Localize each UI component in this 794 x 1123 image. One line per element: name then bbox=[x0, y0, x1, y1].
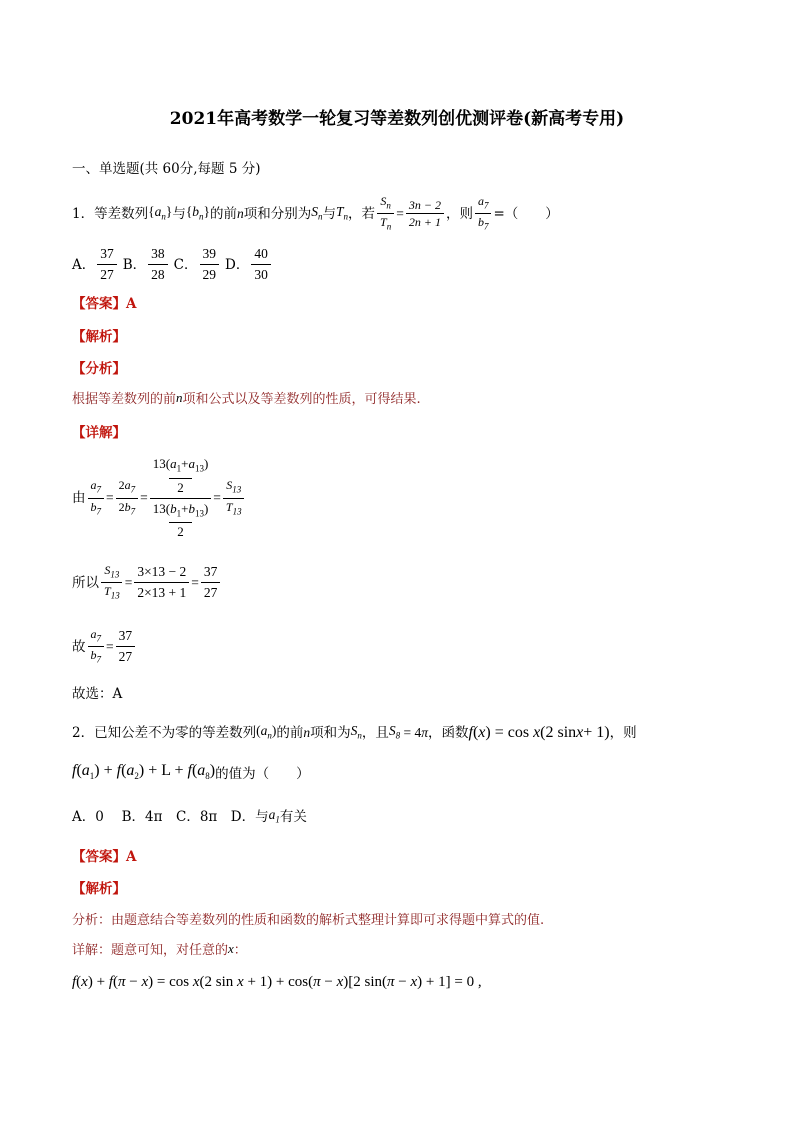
q1-end: =（ ） bbox=[493, 205, 559, 222]
q1-jiexi: 【解析】 bbox=[72, 329, 126, 345]
q1-step1: 由 $\frac{a_7}{b_7}$ = $\frac{2a_7}{2b_7}$ = $13(a_1+a_{13})$ 2 $13(b_1+b_{13})$ 2 = $\frac{S_{13}}{T_{13}}$ bbox=[72, 455, 247, 541]
q1-option-b-letter: B． bbox=[122, 256, 147, 273]
q1-option-a-letter: A． bbox=[72, 256, 96, 273]
question-2-stem-line1: 2．已知公差不为零的等差数列 $(a_n)$ 的前 n 项和为 $S_n$ ，且 $S_8$ = 4 π ，函数 f ( x ) = cos x (2 sin x + 1) ，则 bbox=[72, 723, 637, 742]
q1-frac-st: $\frac{S_n}{T_n}$ bbox=[377, 194, 394, 234]
question-2-stem-line2: $f(a_1) + f(a_2) + L + f(a_8)$ 的值为（ ） bbox=[72, 762, 310, 782]
q1-option-a: $\frac{37}{27}$ bbox=[97, 245, 117, 284]
section-heading: 一、单选题(共 60分,每题 5 分) bbox=[72, 161, 261, 177]
q1-seq-a: $\{a_n\}$ bbox=[148, 203, 173, 222]
q1-xiangjie: 【详解】 bbox=[72, 425, 126, 441]
q1-option-b: $\frac{38}{28}$ bbox=[148, 245, 168, 284]
q1-conclusion: 故选：A bbox=[72, 686, 123, 702]
q1-mid5: ，若 bbox=[348, 205, 376, 222]
q1-var-t: $T_n$ bbox=[336, 203, 349, 222]
q1-step3: 故 $\frac{a_7}{b_7}$ = $\frac{37}{27}$ bbox=[72, 627, 137, 667]
q1-analysis: 根据等差数列的前 n 项和公式以及等差数列的性质，可得结果. bbox=[72, 389, 421, 407]
page-title: 2021年高考数学一轮复习等差数列创优测评卷(新高考专用) bbox=[169, 109, 625, 129]
q1-answer: 【答案】A bbox=[72, 296, 137, 312]
q1-var-n: n bbox=[237, 205, 244, 221]
q2-options: A．0 B．4π C．8π D．与 $a_1$ 有关 bbox=[72, 807, 307, 826]
q2-jiexi: 【解析】 bbox=[72, 881, 126, 897]
q2-analysis: 分析：由题意结合等差数列的性质和函数的解析式整理计算即可求得题中算式的值. bbox=[72, 913, 545, 928]
q1-options bbox=[72, 245, 273, 284]
q1-mid6: ，则 bbox=[445, 205, 473, 222]
q1-condition-fraction: $\frac{3n - 2}{2n + 1}$ bbox=[406, 198, 444, 229]
q2-equation: f(x) + f(π − x) = cos x(2 sin x + 1) + cos(π − x)[2 sin(π − x) + 1] = 0 , bbox=[72, 974, 482, 990]
q1-option-d-letter: D． bbox=[225, 256, 250, 273]
q2-answer: 【答案】A bbox=[72, 849, 137, 865]
q1-mid2: 的前 bbox=[210, 205, 238, 222]
q1-mid4: 与 bbox=[322, 205, 337, 222]
q1-option-c-letter: C． bbox=[173, 256, 198, 273]
q1-option-c: $\frac{39}{29}$ bbox=[200, 245, 220, 284]
q1-mid1: 与 bbox=[172, 205, 186, 222]
q1-var-s: $S_n$ bbox=[311, 203, 323, 222]
q1-mid3: 项和分别为 bbox=[243, 205, 312, 222]
q1-option-d: $\frac{40}{30}$ bbox=[251, 245, 271, 284]
q1-seq-b: $\{b_n\}$ bbox=[185, 203, 211, 222]
q2-detail: 详解：题意可知，对任意的 x ： bbox=[72, 940, 247, 958]
q1-step2: 所以 $\frac{S_{13}}{T_{13}}$ = $\frac{3\times 13 - 2}{2\times 13 + 1}$ = $\frac{37}{27}$ bbox=[72, 563, 222, 603]
question-1-stem: 1．等差数列 $\{a_n\}$ 与 $\{b_n\}$ 的前 n 项和分别为 $S_n$ 与 $T_n$ ，若 $\frac{S_n}{T_n}$ = $\frac{3n - 2}{2n + 1}$ ，则 $\frac{a_7}{b_7}$ =（ ） bbox=[72, 194, 559, 232]
q1-fenxi: 【分析】 bbox=[72, 361, 126, 377]
q1-prefix: 1．等差数列 bbox=[72, 205, 149, 222]
q1-frac-ab: $\frac{a_7}{b_7}$ bbox=[475, 194, 492, 234]
